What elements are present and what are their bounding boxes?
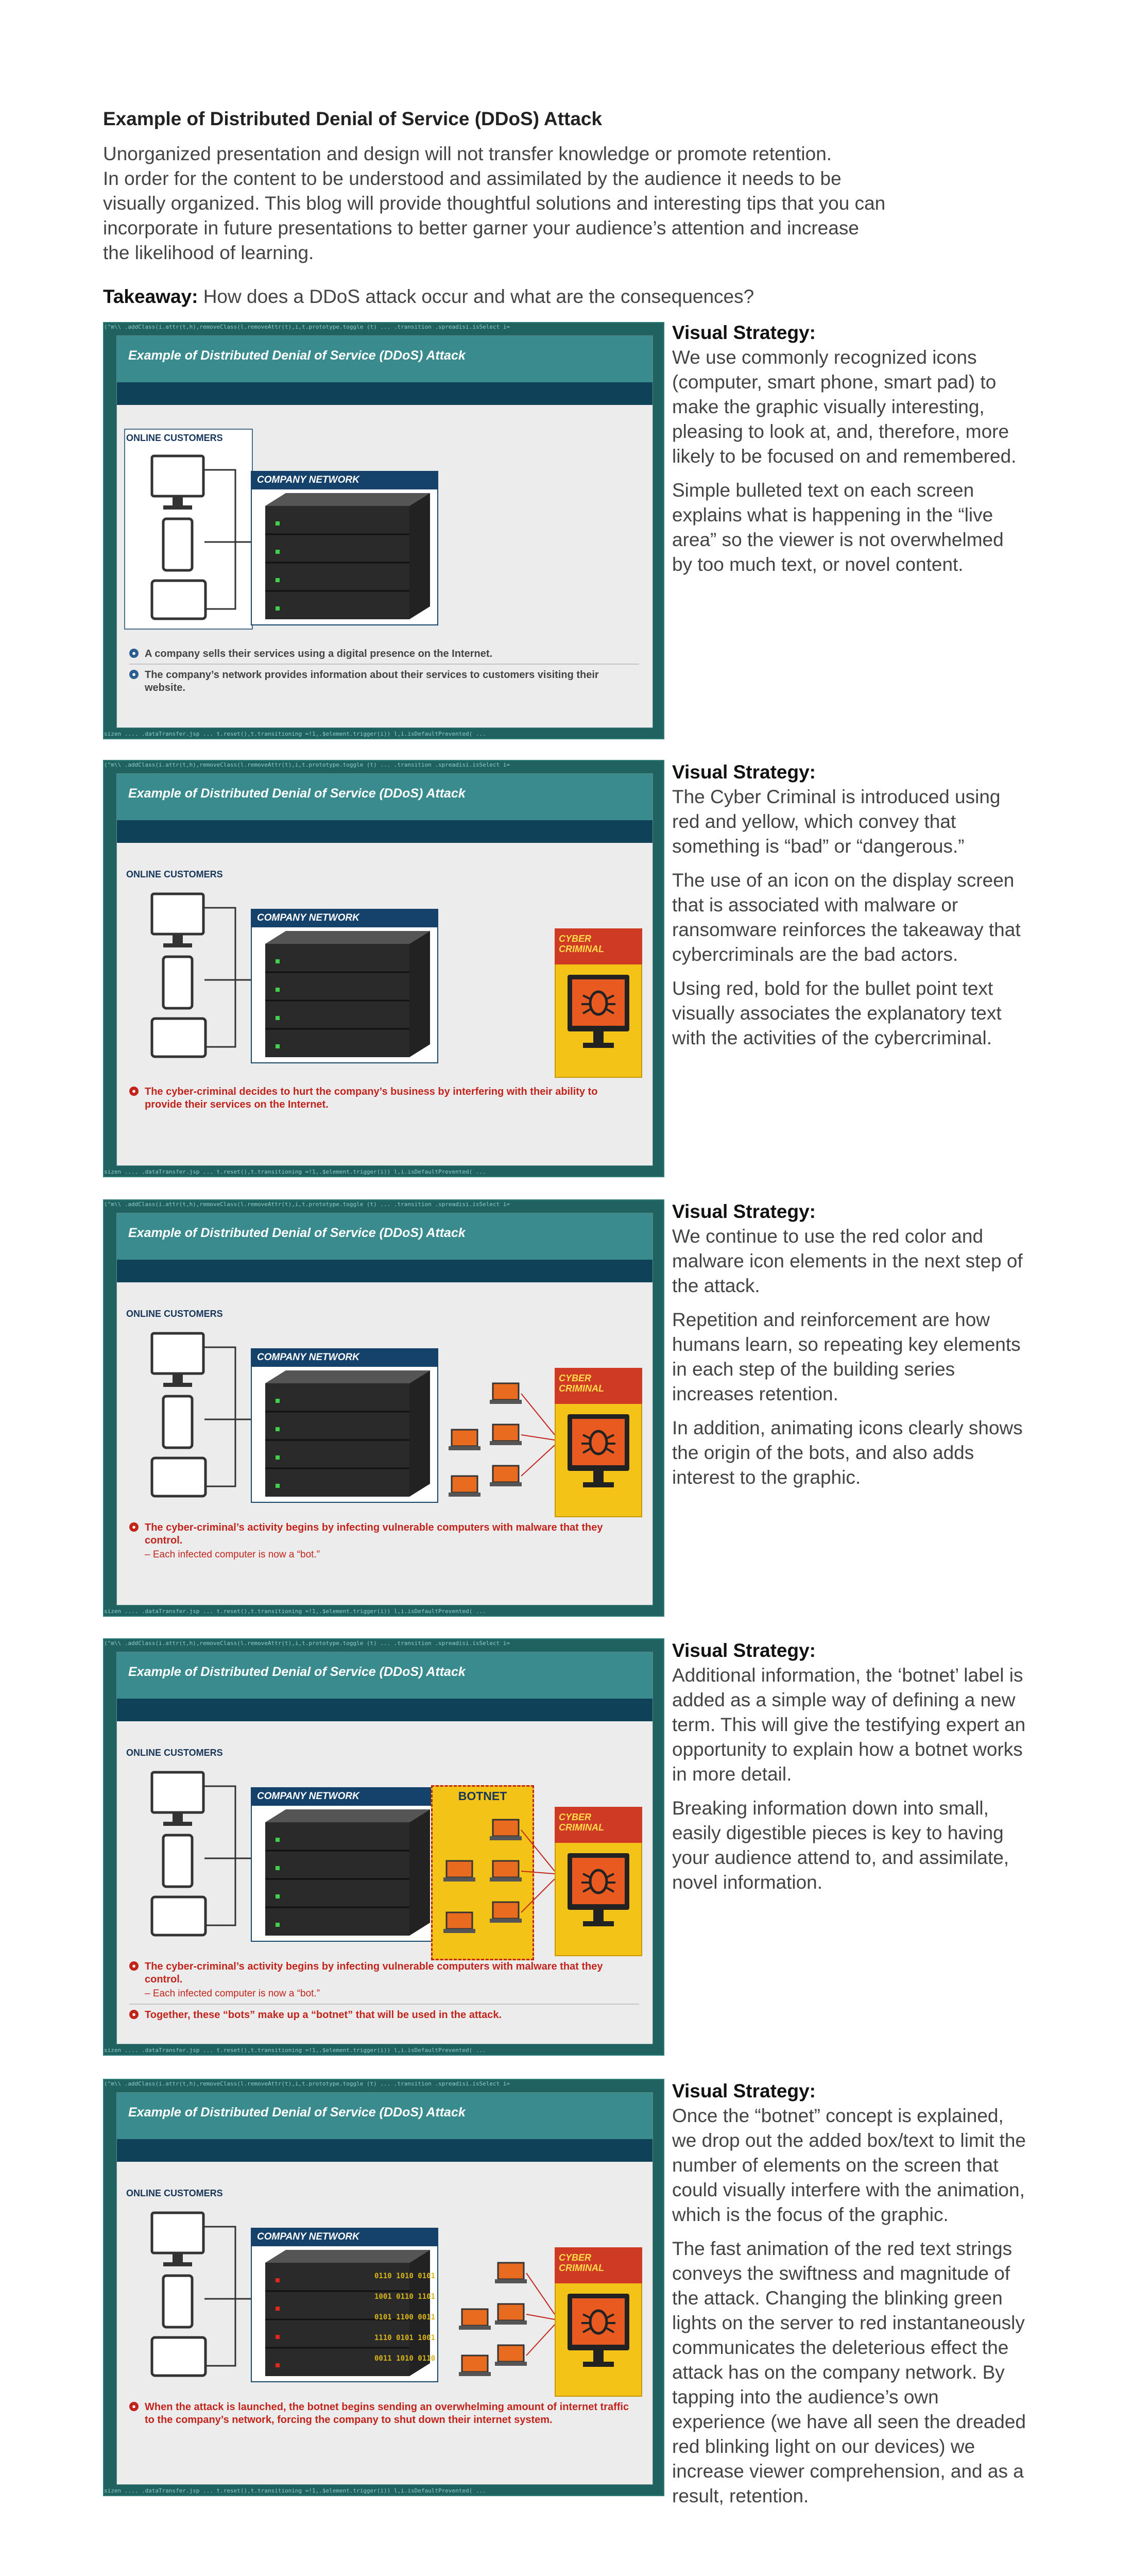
strategy-heading: Visual Strategy: [672, 1640, 816, 1661]
bot-laptop-icon [449, 1476, 480, 1497]
svg-text:0011 1010 0110: 0011 1010 0110 [374, 2354, 436, 2363]
bullet-point: ● The cyber-criminal’s activity begins by infecting vulnerable computers with malware that they control. [129, 1521, 634, 1547]
bot-laptop-icon [490, 1383, 522, 1404]
visual-strategy-1 [672, 320, 1027, 577]
infected-bots-group [441, 1809, 555, 1959]
bot-laptop-icon [495, 2304, 527, 2325]
slide [116, 1213, 653, 1605]
strategy-heading: Visual Strategy: [672, 1201, 816, 1222]
infected-bots-group [447, 1378, 555, 1517]
server-rack-icon [255, 1368, 440, 1517]
bot-laptop-icon [490, 1861, 522, 1882]
tablet-icon [152, 1458, 205, 1496]
bot-laptop-icon [490, 1466, 522, 1486]
slide-band [117, 382, 653, 405]
customer-devices [148, 890, 210, 1060]
bot-laptop-icon [495, 2345, 527, 2366]
code-strip: sizen .... .dataTransfer.jsp ... t.reset(),t.transitioning =!1,.$element.trigger(i)) l,i.isDefaultPrevented( ... [104, 1608, 486, 1615]
slide-header [117, 2093, 653, 2139]
slide [116, 773, 653, 1166]
slide-frame-3 [103, 1199, 664, 1617]
strategy-paragraph: Additional information, the ‘botnet’ label is added as a simple way of defining a new term. This will give the testifying expert an opportunity to explain how a botnet works in more detail. [672, 1665, 1026, 1785]
online-customers-label: ONLINE CUSTOMERS [126, 2188, 223, 2198]
code-strip: sizen .... .dataTransfer.jsp ... t.reset(),t.transitioning =!1,.$element.trigger(i)) l,i.isDefaultPrevented( ... [104, 1168, 486, 1175]
computer-icon [152, 2213, 203, 2266]
customer-devices [148, 2209, 210, 2379]
server-rack-icon [255, 1807, 440, 1956]
svg-text:1001 0110 1101: 1001 0110 1101 [374, 2293, 436, 2301]
strategy-heading: Visual Strategy: [672, 322, 816, 343]
takeaway-line [103, 286, 754, 308]
bot-laptop-icon [459, 2355, 491, 2376]
code-strip: ("m\\ .addClass(i.attr(t,h),removeClass(l.removeAttr(t),i,t.prototype.toggle (t) ... .transition .spreadisi.isSelect i= [104, 761, 510, 768]
code-strip: sizen .... .dataTransfer.jsp ... t.reset(),t.transitioning =!1,.$element.trigger(i)) l,i.isDefaultPrevented( ... [104, 731, 486, 737]
botnet-label: BOTNET [458, 1789, 507, 1803]
company-network-label: COMPANY NETWORK [251, 2228, 438, 2246]
strategy-paragraph: We use commonly recognized icons (computer, smart phone, smart pad) to make the graphic visually interesting, pleasing to look at, and, therefore, more likely to be focused on and remembered. [672, 347, 1017, 467]
company-network-label: COMPANY NETWORK [251, 1348, 438, 1367]
strategy-paragraph: Simple bulleted text on each screen explains what is happening in the “live area” so the viewer is not overwhelmed by too much text, or novel content. [672, 480, 1004, 575]
bot-laptop-icon [490, 1425, 522, 1445]
slide-band [117, 1699, 653, 1721]
computer-icon [152, 1772, 203, 1826]
computer-icon [152, 456, 203, 510]
code-strip: sizen .... .dataTransfer.jsp ... t.reset(),t.transitioning =!1,.$element.trigger(i)) l,i.isDefaultPrevented( ... [104, 2487, 486, 2494]
page-title: Example of Distributed Denial of Service (DDoS) Attack [103, 108, 603, 129]
intro-line: In order for the content to be understood and assimilated by the audience it needs to be [103, 168, 842, 189]
strategy-paragraph: In addition, animating icons clearly shows the origin of the bots, and also adds interest to the graphic. [672, 1417, 1023, 1488]
slide-band [117, 1260, 653, 1282]
slide-band [117, 820, 653, 843]
strategy-paragraph: The use of an icon on the display screen that is associated with malware or ransomware reinforces the takeaway that cybercriminals are the bad actors. [672, 870, 1021, 965]
server-rack-icon [255, 490, 440, 640]
strategy-paragraph: Using red, bold for the bullet point text visually associates the explanatory text with the activities of the cybercriminal. [672, 978, 1002, 1048]
bullet-point: ● The cyber-criminal decides to hurt the company’s business by interfering with their ability to provide their services on the Internet. [129, 1086, 634, 1111]
slide-frame-2 [103, 760, 664, 1177]
slide-band [117, 2139, 653, 2162]
cyber-criminal-label: CYBER CRIMINAL [555, 1368, 642, 1404]
slide-frame-1 [103, 322, 664, 739]
tablet-icon [152, 1897, 205, 1935]
takeaway-text: How does a DDoS attack occur and what are the consequences? [203, 286, 754, 307]
smartphone-icon [163, 957, 192, 1008]
code-strip: ("m\\ .addClass(i.attr(t,h),removeClass(l.removeAttr(t),i,t.prototype.toggle (t) ... .transition .spreadisi.isSelect i= [104, 2080, 510, 2087]
malware-monitor-icon [565, 1851, 632, 1948]
smartphone-icon [163, 2276, 192, 2327]
intro-line: the likelihood of learning. [103, 242, 314, 263]
company-network-label: COMPANY NETWORK [251, 1787, 438, 1806]
strategy-paragraph: We continue to use the red color and malware icon elements in the next step of the attack. [672, 1226, 1023, 1296]
slide-title: Example of Distributed Denial of Service (DDoS) Attack [128, 1665, 466, 1679]
code-strip: sizen .... .dataTransfer.jsp ... t.reset(),t.transitioning =!1,.$element.trigger(i)) l,i.isDefaultPrevented( ... [104, 2047, 486, 2054]
svg-text:1110 0101 1001: 1110 0101 1001 [374, 2334, 436, 2342]
intro-line: visually organized. This blog will provide thoughtful solutions and interesting tips that you can [103, 193, 886, 214]
smartphone-icon [163, 1835, 192, 1887]
slide-frame-4 [103, 1638, 664, 2056]
cyber-criminal-label: CYBER CRIMINAL [555, 928, 642, 964]
slide-title: Example of Distributed Denial of Service (DDoS) Attack [128, 2105, 466, 2120]
divider [129, 664, 639, 665]
strategy-paragraph: The fast animation of the red text strings conveys the swiftness and magnitude of the attack. Changing the blinking green lights on the server to red instantaneously communicates the deleterious effect the attack has on the company network. By tapping into the audience’s own experience (we have all seen the dreaded red blinking light on our devices) we increase viewer comprehension, and as a result, retention. [672, 2238, 1026, 2506]
bullet-point: ● A company sells their services using a digital presence on the Internet. [129, 648, 634, 660]
cyber-criminal-label: CYBER CRIMINAL [555, 2247, 642, 2283]
tablet-icon [152, 1019, 205, 1057]
slide-header [117, 1652, 653, 1699]
visual-strategy-4 [672, 1638, 1027, 1895]
bot-laptop-icon [449, 1430, 480, 1450]
strategy-paragraph: Breaking information down into small, easily digestible pieces is key to having your audience attend to, and assimilate, novel information. [672, 1798, 1009, 1893]
online-customers-label: ONLINE CUSTOMERS [126, 433, 223, 443]
company-network-label: COMPANY NETWORK [251, 909, 438, 927]
slide-title: Example of Distributed Denial of Service (DDoS) Attack [128, 1226, 466, 1240]
bullet-point: ● When the attack is launched, the botnet begins sending an overwhelming amount of internet traffic to the company’s network, forcing the company to shut down their internet system. [129, 2401, 634, 2427]
tablet-icon [152, 2337, 205, 2376]
online-customers-label: ONLINE CUSTOMERS [126, 1309, 223, 1319]
visual-strategy-3 [672, 1199, 1027, 1490]
divider [129, 2004, 639, 2005]
intro-line: incorporate in future presentations to better garner your audience’s attention and increase [103, 217, 859, 239]
slide-header [117, 774, 653, 820]
malware-monitor-icon [565, 1412, 632, 1510]
malware-monitor-icon [565, 2291, 632, 2389]
strategy-heading: Visual Strategy: [672, 761, 816, 783]
slide [116, 335, 653, 728]
computer-icon [152, 894, 203, 947]
bot-laptop-icon [495, 2263, 527, 2283]
slide [116, 1652, 653, 2044]
slide-frame-5 [103, 2079, 664, 2496]
cyber-criminal-label: CYBER CRIMINAL [555, 1807, 642, 1843]
slide-title: Example of Distributed Denial of Service (DDoS) Attack [128, 348, 466, 363]
slide-title: Example of Distributed Denial of Service (DDoS) Attack [128, 786, 466, 801]
slide-header [117, 336, 653, 382]
intro-paragraph [103, 142, 1040, 265]
svg-text:0110 1010 0101: 0110 1010 0101 [374, 2272, 436, 2280]
slide [116, 2092, 653, 2485]
strategy-paragraph: Repetition and reinforcement are how humans learn, so repeating key elements in each step of the building series increases retention. [672, 1309, 1021, 1404]
bot-laptop-icon [443, 1861, 475, 1882]
customer-devices [148, 1329, 210, 1499]
smartphone-icon [163, 519, 192, 570]
bullet-subtext: – Each infected computer is now a “bot.” [145, 1988, 320, 1999]
bullet-point: ● The company’s network provides information about their services to customers visiting their website. [129, 669, 634, 694]
bot-laptop-icon [443, 1912, 475, 1933]
bullet-point: ● The cyber-criminal’s activity begins by infecting vulnerable computers with malware that they control. [129, 1960, 634, 1986]
visual-strategy-5 [672, 2079, 1027, 2509]
online-customers-label: ONLINE CUSTOMERS [126, 869, 223, 879]
infected-bots-group [457, 2258, 555, 2397]
visual-strategy-2 [672, 760, 1027, 1050]
bot-laptop-icon [490, 1820, 522, 1840]
malware-monitor-icon [565, 972, 632, 1070]
tablet-icon [152, 581, 205, 619]
computer-icon [152, 1333, 203, 1387]
code-strip: ("m\\ .addClass(i.attr(t,h),removeClass(l.removeAttr(t),i,t.prototype.toggle (t) ... .transition .spreadisi.isSelect i= [104, 1640, 510, 1647]
strategy-paragraph: The Cyber Criminal is introduced using red and yellow, which convey that something is “bad” or “dangerous.” [672, 786, 1001, 857]
code-strip: ("m\\ .addClass(i.attr(t,h),removeClass(l.removeAttr(t),i,t.prototype.toggle (t) ... .transition .spreadisi.isSelect i= [104, 324, 510, 330]
customer-devices [148, 1768, 210, 1938]
attack-traffic-strings [374, 2263, 457, 2381]
company-network-label: COMPANY NETWORK [251, 471, 438, 489]
intro-line: Unorganized presentation and design will not transfer knowledge or promote retention. [103, 143, 832, 164]
bullet-subtext: – Each infected computer is now a “bot.” [145, 1549, 320, 1560]
online-customers-label: ONLINE CUSTOMERS [126, 1748, 223, 1758]
strategy-paragraph: Once the “botnet” concept is explained, we drop out the added box/text to limit the number of elements on the screen that could visually interfere with the animation, which is the focus of the graphic. [672, 2105, 1026, 2225]
code-strip: ("m\\ .addClass(i.attr(t,h),removeClass(l.removeAttr(t),i,t.prototype.toggle (t) ... .transition .spreadisi.isSelect i= [104, 1201, 510, 1208]
strategy-heading: Visual Strategy: [672, 2080, 816, 2102]
svg-text:0101 1100 0011: 0101 1100 0011 [374, 2313, 436, 2321]
bullet-point: ● Together, these “bots” make up a “botnet” that will be used in the attack. [129, 2009, 634, 2022]
takeaway-label: Takeaway: [103, 286, 198, 307]
bot-laptop-icon [459, 2309, 491, 2330]
server-rack-icon [255, 928, 440, 1078]
smartphone-icon [163, 1396, 192, 1448]
customer-devices [148, 452, 210, 622]
bot-laptop-icon [490, 1902, 522, 1923]
slide-header [117, 1213, 653, 1260]
